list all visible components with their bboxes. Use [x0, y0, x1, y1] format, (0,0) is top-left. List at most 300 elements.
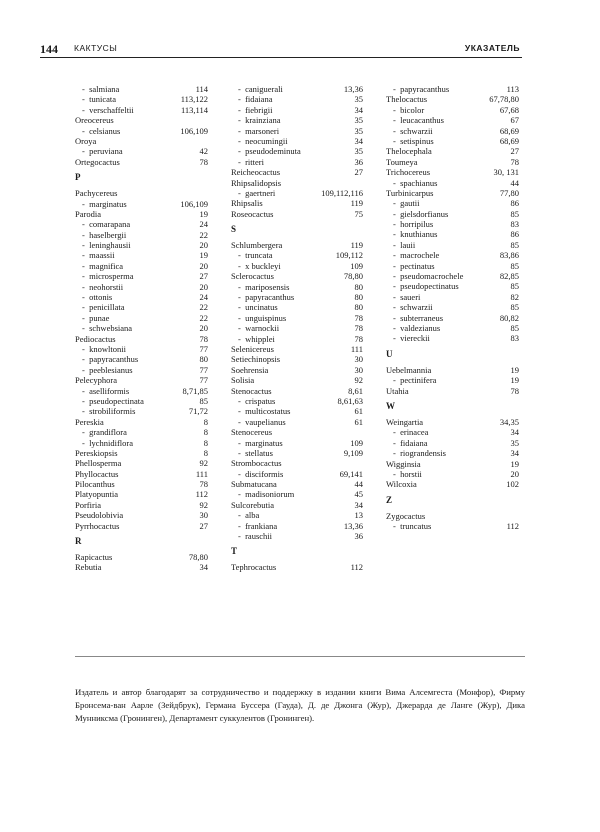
- entry-name: Phyllocactus: [75, 468, 119, 479]
- index-species-entry: [75, 302, 208, 312]
- index-species-entry: [386, 469, 519, 479]
- page-refs: 83: [510, 333, 519, 344]
- genus-name: [386, 365, 431, 375]
- entry-name: Pachycereus: [75, 188, 118, 199]
- index-species-entry: [75, 146, 208, 156]
- page-refs: 83: [510, 219, 519, 230]
- genus-name: [231, 271, 274, 281]
- species-name: [82, 105, 134, 115]
- species-name: [82, 438, 133, 448]
- index-species-entry: [386, 375, 519, 385]
- species-name: [393, 313, 443, 323]
- entry-name: leninghausii: [89, 240, 131, 251]
- entry-name: Turbinicarpus: [386, 187, 434, 198]
- page-refs: 77: [199, 364, 208, 375]
- dash-marker: -: [393, 375, 401, 386]
- species-name: [82, 302, 125, 312]
- dash-marker: -: [82, 437, 90, 448]
- dash-marker: -: [393, 302, 401, 313]
- dash-marker: -: [82, 302, 90, 313]
- dash-marker: -: [238, 250, 246, 261]
- dash-marker: -: [82, 260, 90, 271]
- page-refs: 34: [354, 135, 363, 146]
- entry-name: marginatus: [245, 437, 283, 448]
- page-refs: 80,82: [499, 312, 519, 323]
- index-species-entry: [75, 199, 208, 209]
- index-genus-entry: [75, 448, 208, 458]
- dash-marker: -: [82, 385, 90, 396]
- index-genus-entry: [231, 386, 363, 396]
- entry-name: crispatus: [245, 395, 276, 406]
- index-species-entry: [75, 292, 208, 302]
- index-genus-entry: [75, 458, 208, 468]
- index-species-entry: [386, 115, 519, 125]
- entry-name: salmiana: [89, 84, 120, 94]
- dash-marker: -: [238, 406, 246, 417]
- entry-name: lychnidiflora: [89, 437, 133, 448]
- index-species-entry: [386, 250, 519, 260]
- header-rule: [40, 57, 522, 58]
- entry-name: Platyopuntia: [75, 489, 118, 500]
- index-genus-entry: [231, 240, 363, 250]
- entry-name: Soehrensia: [231, 364, 269, 375]
- species-name: [82, 427, 127, 437]
- index-letter-heading: Z: [386, 494, 393, 505]
- species-name: [393, 219, 433, 229]
- index-species-entry: [231, 302, 363, 312]
- species-name: [393, 271, 463, 281]
- page-refs: 8: [203, 416, 208, 427]
- species-name: [393, 281, 459, 291]
- page-refs: 20: [199, 323, 208, 334]
- index-species-entry: [386, 271, 519, 281]
- index-genus-entry: [75, 552, 208, 562]
- genus-name: [75, 479, 115, 489]
- entry-name: lauii: [400, 239, 416, 250]
- page-refs: 69,141: [339, 468, 363, 479]
- dash-marker: -: [238, 302, 246, 313]
- dash-marker: -: [82, 240, 90, 251]
- dash-marker: -: [238, 135, 246, 146]
- index-species-entry: [231, 448, 363, 458]
- entry-name: disciformis: [245, 468, 284, 479]
- page-refs: 19: [510, 458, 519, 469]
- index-genus-entry: [231, 198, 363, 208]
- index-species-entry: [75, 396, 208, 406]
- genus-name: [386, 459, 421, 469]
- dash-marker: -: [238, 489, 246, 500]
- entry-name: Weingartia: [386, 416, 424, 427]
- page-refs: 45: [354, 489, 363, 500]
- page-refs: 86: [510, 229, 519, 240]
- index-species-entry: [386, 178, 519, 188]
- index-genus-entry: [386, 459, 519, 469]
- entry-name: magnifica: [89, 260, 124, 271]
- index-species-entry: [386, 438, 519, 448]
- entry-name: setispinus: [400, 135, 434, 146]
- page-refs: 106,109: [180, 198, 208, 209]
- page-refs: 85: [199, 395, 208, 406]
- page-refs: 35: [354, 125, 363, 136]
- page-refs: 119: [350, 240, 363, 251]
- species-name: [238, 323, 279, 333]
- page-refs: 113,114: [181, 104, 208, 115]
- genus-name: [231, 427, 272, 437]
- index-genus-entry: [231, 344, 363, 354]
- entry-name: fidaiana: [400, 437, 428, 448]
- index-species-entry: [231, 531, 363, 541]
- index-species-entry: [75, 250, 208, 260]
- page-refs: 82: [510, 291, 519, 302]
- entry-name: ritteri: [245, 156, 264, 167]
- running-header: [40, 42, 520, 56]
- page-refs: 71,72: [188, 406, 208, 417]
- index-species-entry: [386, 219, 519, 229]
- genus-name: [231, 386, 272, 396]
- index-species-entry: [75, 84, 208, 94]
- page-refs: 20: [199, 240, 208, 251]
- dash-marker: -: [82, 323, 90, 334]
- page-refs: 35: [354, 146, 363, 157]
- index-genus-entry: [75, 136, 208, 146]
- dash-marker: -: [82, 250, 90, 261]
- dash-marker: -: [238, 531, 246, 542]
- species-name: [238, 136, 288, 146]
- dash-marker: -: [82, 312, 90, 323]
- page-refs: 78: [199, 156, 208, 167]
- entry-name: Strombocactus: [231, 458, 282, 469]
- entry-name: Thelocactus: [386, 94, 428, 105]
- entry-name: Wigginsia: [386, 458, 421, 469]
- index-species-entry: [231, 406, 363, 416]
- dash-marker: -: [393, 135, 401, 146]
- page-refs: 36: [354, 531, 363, 542]
- dash-marker: -: [393, 312, 401, 323]
- entry-name: saueri: [400, 291, 421, 302]
- species-name: [393, 136, 434, 146]
- page-refs: 8: [203, 437, 208, 448]
- page-refs: 34: [354, 104, 363, 115]
- index-species-entry: [75, 427, 208, 437]
- entry-name: Pyrrhocactus: [75, 520, 120, 531]
- index-genus-entry: [75, 510, 208, 520]
- dash-marker: -: [393, 322, 401, 333]
- page-refs: 34: [510, 448, 519, 459]
- entry-name: valdezianus: [400, 322, 441, 333]
- page-refs: 85: [510, 260, 519, 271]
- species-name: [82, 292, 112, 302]
- species-name: [238, 261, 281, 271]
- species-name: [82, 146, 123, 156]
- species-name: [82, 365, 133, 375]
- index-species-entry: [386, 198, 519, 208]
- entry-name: Ortegocactus: [75, 156, 120, 167]
- species-name: [82, 396, 144, 406]
- dash-marker: -: [82, 364, 90, 375]
- index-species-entry: [386, 105, 519, 115]
- entry-name: papyracanthus: [245, 292, 295, 303]
- entry-name: Wilcoxia: [386, 479, 417, 490]
- species-name: [238, 94, 272, 104]
- entry-name: Oreocereus: [75, 115, 114, 126]
- page-refs: 68,69: [499, 135, 519, 146]
- genus-name: [75, 334, 116, 344]
- dash-marker: -: [393, 468, 401, 479]
- species-name: [393, 261, 435, 271]
- entry-name: riograndensis: [400, 448, 446, 459]
- entry-name: celsianus: [89, 125, 121, 136]
- index-genus-entry: [231, 375, 363, 385]
- species-name: [82, 354, 138, 364]
- entry-name: spachianus: [400, 177, 438, 188]
- page-refs: 22: [199, 302, 208, 313]
- page-refs: 78: [354, 312, 363, 323]
- entry-name: Pereskiopsis: [75, 447, 118, 458]
- index-species-entry: [231, 417, 363, 427]
- index-species-entry: [386, 302, 519, 312]
- page-refs: 9,109: [343, 447, 363, 458]
- index-genus-entry: [231, 427, 363, 437]
- genus-name: [231, 479, 277, 489]
- page-refs: 24: [199, 219, 208, 230]
- dash-marker: -: [393, 115, 401, 126]
- species-name: [238, 282, 289, 292]
- species-name: [393, 84, 449, 94]
- index-genus-entry: [386, 94, 519, 104]
- entry-name: punae: [89, 312, 110, 323]
- dash-marker: -: [238, 416, 246, 427]
- species-name: [238, 302, 278, 312]
- genus-name: [386, 386, 409, 396]
- index-genus-entry: [386, 167, 519, 177]
- dash-marker: -: [393, 208, 401, 219]
- entry-name: fidaiana: [245, 94, 273, 105]
- entry-name: leucacanthus: [400, 115, 444, 126]
- index-genus-entry: [386, 386, 519, 396]
- index-species-entry: [75, 240, 208, 250]
- page-refs: 8: [203, 427, 208, 438]
- species-name: [393, 229, 437, 239]
- page-refs: 67,68: [499, 104, 519, 115]
- species-name: [393, 521, 431, 531]
- entry-name: frankiana: [245, 520, 278, 531]
- species-name: [393, 250, 439, 260]
- page-refs: 30: [354, 364, 363, 375]
- entry-name: Selenicereus: [231, 343, 274, 354]
- index-column-3: [386, 84, 519, 531]
- index-genus-entry: [231, 354, 363, 364]
- entry-name: Rhipsalis: [231, 198, 263, 209]
- species-name: [238, 334, 275, 344]
- dash-marker: -: [393, 104, 401, 115]
- index-genus-entry: [75, 469, 208, 479]
- dash-marker: -: [238, 281, 246, 292]
- entry-name: madisoniorum: [245, 489, 295, 500]
- index-species-entry: [75, 406, 208, 416]
- index-column-1: [75, 84, 208, 573]
- entry-name: haselbergii: [89, 229, 127, 240]
- index-species-entry: [231, 250, 363, 260]
- entry-name: Thelocephala: [386, 146, 432, 157]
- dash-marker: -: [238, 146, 246, 157]
- page-refs: 61: [354, 416, 363, 427]
- index-genus-entry: [231, 271, 363, 281]
- index-genus-entry: [75, 209, 208, 219]
- species-name: [393, 323, 440, 333]
- entry-name: Utahia: [386, 385, 409, 396]
- entry-name: mariposensis: [245, 281, 290, 292]
- species-name: [82, 313, 109, 323]
- index-species-entry: [75, 261, 208, 271]
- genus-name: [75, 510, 123, 520]
- index-genus-entry: [231, 365, 363, 375]
- page-refs: 8,61,63: [337, 395, 363, 406]
- entry-name: Pereskia: [75, 416, 104, 427]
- page-refs: 34: [199, 562, 208, 573]
- genus-name: [75, 458, 121, 468]
- dash-marker: -: [393, 177, 401, 188]
- entry-name: Reicheocactus: [231, 167, 281, 178]
- species-name: [393, 427, 428, 437]
- dash-marker: -: [393, 219, 401, 230]
- index-species-entry: [386, 333, 519, 343]
- entry-name: warnockii: [245, 323, 280, 334]
- species-name: [238, 489, 294, 499]
- dash-marker: -: [82, 271, 90, 282]
- page-refs: 78,80: [188, 552, 208, 563]
- page-refs: 85: [510, 281, 519, 292]
- index-letter-heading: S: [231, 224, 237, 235]
- index-species-entry: [231, 313, 363, 323]
- page-refs: 67,78,80: [489, 94, 519, 105]
- dash-marker: -: [393, 125, 401, 136]
- species-name: [82, 230, 126, 240]
- entry-name: gautii: [400, 198, 420, 209]
- entry-name: Sclerocactus: [231, 271, 274, 282]
- index-genus-entry: [75, 417, 208, 427]
- genus-name: [386, 146, 432, 156]
- page-refs: 114: [195, 84, 208, 94]
- index-species-entry: [231, 136, 363, 146]
- entry-name: rauschii: [245, 531, 273, 542]
- page-refs: 80: [354, 281, 363, 292]
- page-refs: 19: [199, 208, 208, 219]
- page-refs: 20: [199, 281, 208, 292]
- index-genus-entry: [386, 146, 519, 156]
- page-refs: 27: [199, 271, 208, 282]
- page-refs: 30: [199, 510, 208, 521]
- acknowledgement-note: Издатель и автор благодарят за сотрудничество и поддержку в издании книги Вима Алсемгеста (Монфор), Фирму Бронсема-ван Аарле (Зейдбрук), Германа Буссера (Гауда), Д. де Джонга (Жур), Джерарда де Ланге (Жур), Дика Мунниксма (Гронинген), Департамент суккулентов (Гронинген).: [75, 687, 525, 723]
- species-name: [238, 105, 272, 115]
- page-refs: 19: [510, 375, 519, 386]
- page-refs: 24: [199, 292, 208, 303]
- species-name: [82, 386, 129, 396]
- index-genus-entry: [75, 521, 208, 531]
- dash-marker: -: [82, 84, 90, 94]
- entry-name: Rapicactus: [75, 552, 113, 563]
- entry-name: Tephrocactus: [231, 562, 277, 573]
- index-species-entry: [386, 292, 519, 302]
- entry-name: penicillata: [89, 302, 125, 313]
- dash-marker: -: [238, 333, 246, 344]
- index-genus-entry: [386, 365, 519, 375]
- species-name: [82, 84, 119, 94]
- genus-name: [231, 458, 282, 468]
- page-refs: 85: [510, 239, 519, 250]
- index-species-entry: [75, 323, 208, 333]
- dash-marker: -: [82, 198, 90, 209]
- entry-name: Phellosperma: [75, 458, 122, 469]
- dash-marker: -: [238, 395, 246, 406]
- index-letter-heading: T: [231, 546, 238, 557]
- entry-name: Oroya: [75, 135, 97, 146]
- entry-name: schwarzii: [400, 302, 433, 313]
- page-refs: 30, 131: [493, 167, 519, 178]
- dash-marker: -: [393, 333, 401, 344]
- page-refs: 27: [354, 167, 363, 178]
- genus-name: [231, 198, 263, 208]
- species-name: [238, 396, 275, 406]
- species-name: [393, 105, 424, 115]
- entry-name: knowltonii: [89, 343, 126, 354]
- entry-name: Pseudolobivia: [75, 510, 124, 521]
- entry-name: aselliformis: [89, 385, 130, 396]
- page-refs: 109: [350, 437, 363, 448]
- dash-marker: -: [238, 94, 246, 105]
- page-refs: 119: [350, 198, 363, 209]
- page-refs: 44: [510, 177, 519, 188]
- species-name: [393, 115, 444, 125]
- species-name: [238, 115, 281, 125]
- entry-name: peeblesianus: [89, 364, 133, 375]
- index-species-entry: [231, 469, 363, 479]
- index-genus-entry: [386, 417, 519, 427]
- page-refs: 85: [510, 302, 519, 313]
- entry-name: gaertneri: [245, 187, 276, 198]
- index-letter-heading: R: [75, 536, 82, 547]
- genus-name: [231, 365, 268, 375]
- page-refs: 85: [510, 322, 519, 333]
- entry-name: truncata: [245, 250, 273, 261]
- index-species-entry: [75, 271, 208, 281]
- page-refs: 102: [506, 479, 519, 490]
- entry-name: marginatus: [89, 198, 127, 209]
- dash-marker: -: [238, 520, 246, 531]
- species-name: [82, 261, 123, 271]
- page-refs: 78: [510, 385, 519, 396]
- index-species-entry: [231, 115, 363, 125]
- genus-name: [231, 500, 274, 510]
- species-name: [238, 448, 273, 458]
- entry-name: Roseocactus: [231, 208, 274, 219]
- page-refs: 30: [354, 354, 363, 365]
- index-genus-entry: [75, 334, 208, 344]
- index-letter-heading: W: [386, 400, 395, 411]
- index-species-entry: [231, 261, 363, 271]
- species-name: [393, 302, 433, 312]
- index-species-entry: [75, 219, 208, 229]
- entry-name: horstii: [400, 468, 422, 479]
- species-name: [82, 282, 123, 292]
- species-name: [238, 188, 275, 198]
- entry-name: horripilus: [400, 219, 434, 230]
- dash-marker: -: [82, 292, 90, 303]
- page-refs: 8,61: [348, 385, 363, 396]
- species-name: [238, 157, 264, 167]
- entry-name: erinacea: [400, 427, 429, 438]
- entry-name: pseudopectinata: [89, 395, 144, 406]
- entry-name: Solisia: [231, 375, 255, 386]
